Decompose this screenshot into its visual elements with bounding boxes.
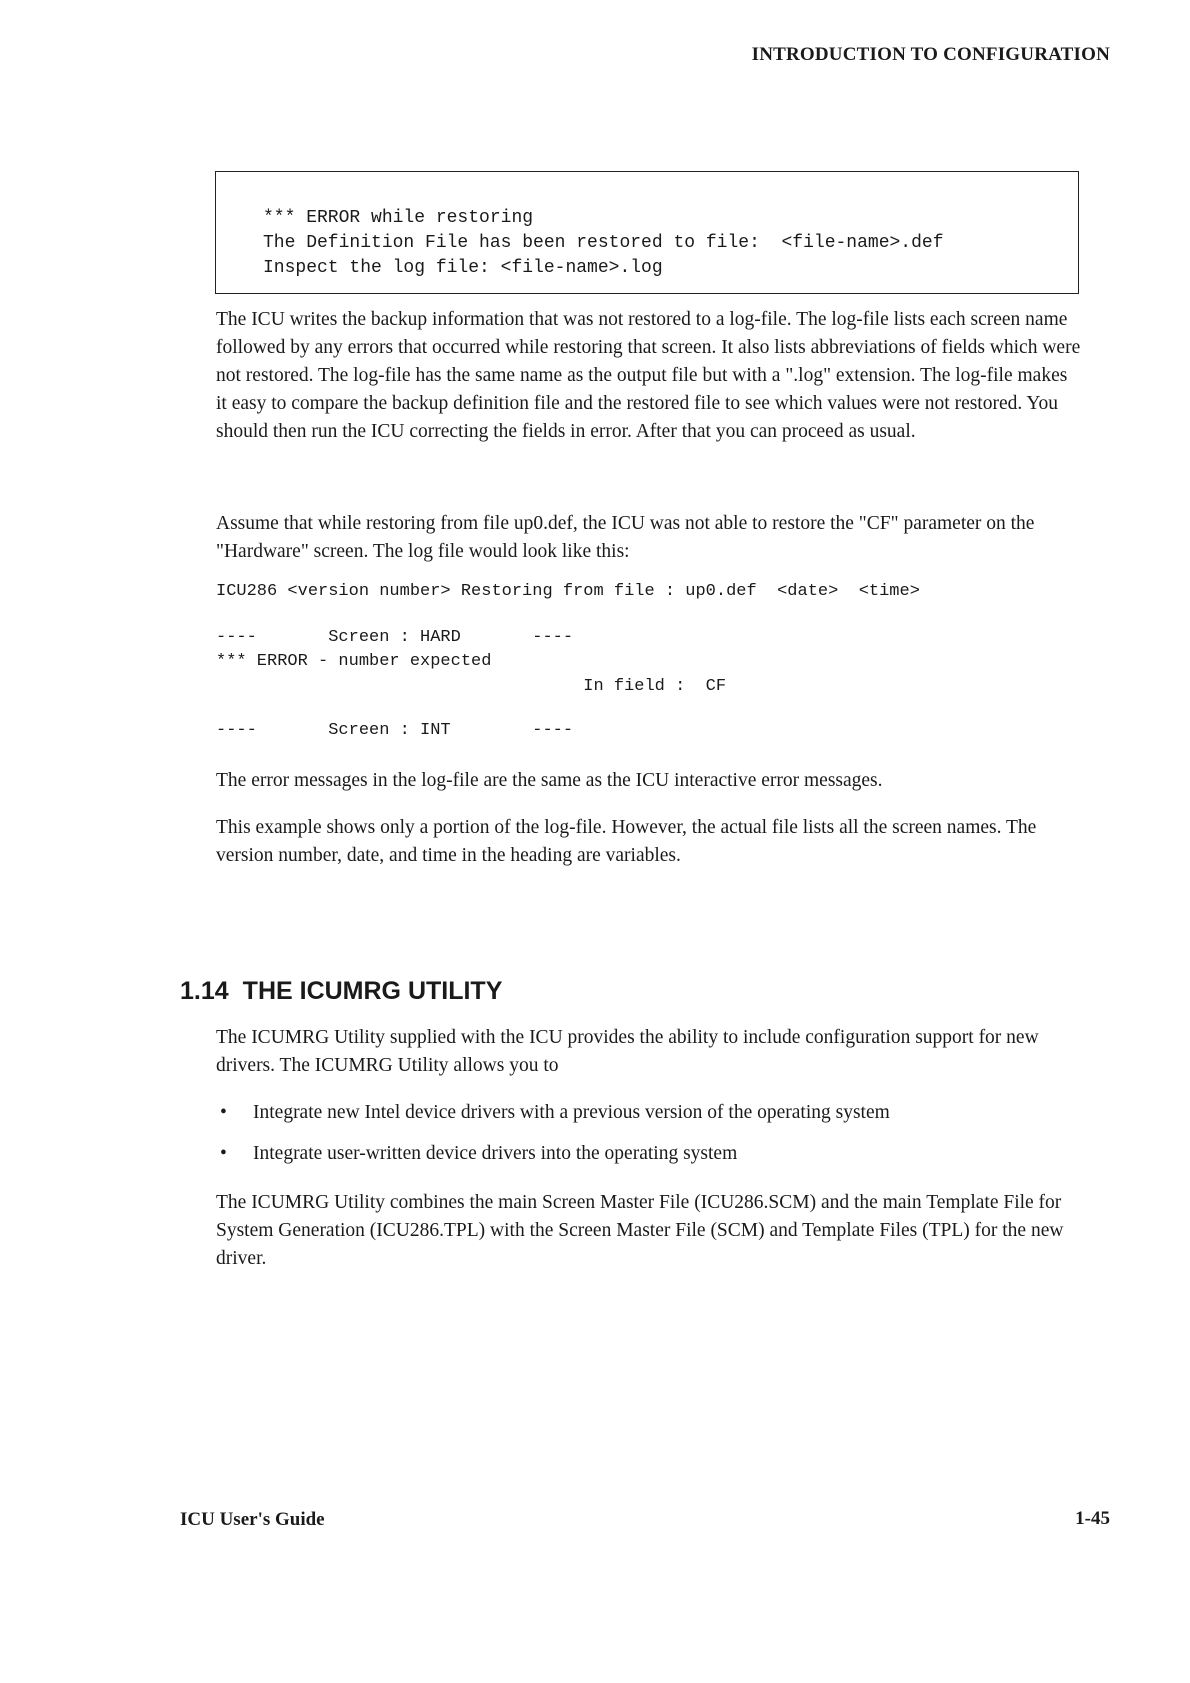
page-number: 1-45 bbox=[1075, 1508, 1110, 1529]
bullet-icon: • bbox=[220, 1143, 227, 1164]
footer-guide-title: ICU User's Guide bbox=[180, 1509, 325, 1530]
section-number: 1.14 bbox=[180, 977, 229, 1005]
bullet-text: Integrate user-written device drivers into the operating system bbox=[253, 1143, 738, 1164]
error-line: *** ERROR while restoring bbox=[263, 208, 534, 228]
error-message-lines bbox=[263, 206, 944, 281]
paragraph-icumrg-intro: The ICUMRG Utility supplied with the ICU provides the ability to include configuration support for new drivers. The ICUMRG Utility allows you to bbox=[216, 1027, 1039, 1076]
log-line: ---- Screen : INT ---- bbox=[216, 721, 574, 740]
log-heading-line: ICU286 <version number> Restoring from file : up0.def <date> <time> bbox=[216, 582, 920, 601]
log-line: *** ERROR - number expected bbox=[216, 652, 492, 671]
log-line: ---- Screen : HARD ---- bbox=[216, 628, 574, 647]
paragraph-error-messages: The error messages in the log-file are the same as the ICU interactive error messages. bbox=[216, 770, 883, 791]
paragraph-icumrg-combines: The ICUMRG Utility combines the main Screen Master File (ICU286.SCM) and the main Template File for System Generation (ICU286.TPL) with the Screen Master File (SCM) and Template Files (TPL) for the new driver. bbox=[216, 1192, 1064, 1269]
paragraph-assume: Assume that while restoring from file up0.def, the ICU was not able to restore the "CF" parameter on the "Hardware" screen. The log file would look like this: bbox=[216, 513, 1035, 562]
bullet-icon: • bbox=[220, 1102, 227, 1123]
section-heading bbox=[180, 977, 502, 1006]
paragraph-example-portion: This example shows only a portion of the log-file. However, the actual file lists all the screen names. The version number, date, and time in the heading are variables. bbox=[216, 817, 1037, 866]
bullet-text: Integrate new Intel device drivers with a previous version of the operating system bbox=[253, 1102, 890, 1123]
error-line: Inspect the log file: <file-name>.log bbox=[263, 258, 663, 278]
section-title: THE ICUMRG UTILITY bbox=[242, 977, 503, 1005]
running-header: INTRODUCTION TO CONFIGURATION bbox=[751, 44, 1110, 65]
error-line: The Definition File has been restored to file: <file-name>.def bbox=[263, 233, 944, 253]
paragraph-log-file: The ICU writes the backup information that was not restored to a log-file. The log-file lists each screen name followed by any errors that occurred while restoring that screen. It also lists abbreviations of fields which were not restored. The log-file has the same name as the output file but with a ".log" extension. The log-file makes it easy to compare the backup definition file and the restored file to see which values were not restored. You should then run the ICU correcting the fields in error. After that you can proceed as usual. bbox=[216, 309, 1081, 442]
log-line: In field : CF bbox=[216, 677, 727, 696]
